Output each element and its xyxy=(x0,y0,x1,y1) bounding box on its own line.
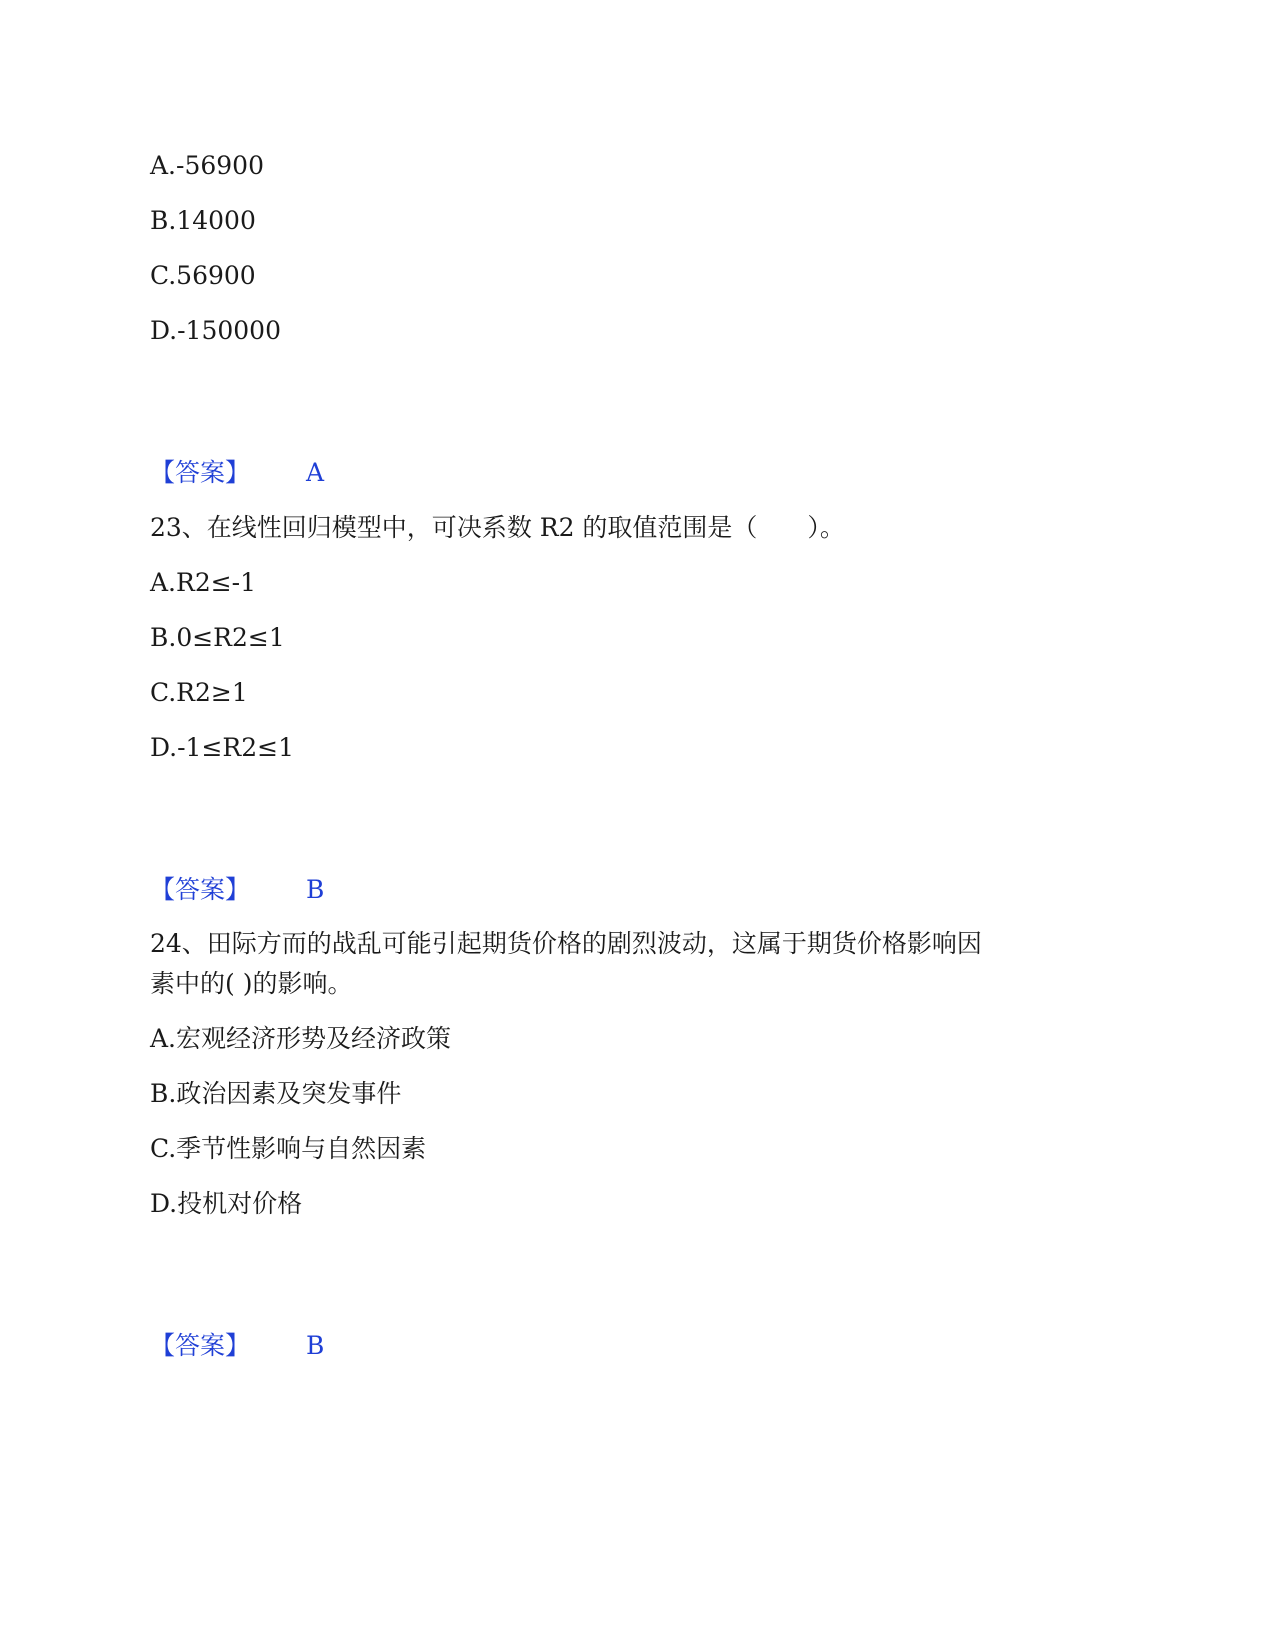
q24-option-a: A.宏观经济形势及经济政策 xyxy=(150,1024,452,1053)
q23-answer-value: B xyxy=(306,875,325,904)
q24-answer-label: 【答案】 xyxy=(150,1331,251,1360)
q22-option-c: C.56900 xyxy=(150,261,256,290)
q24-option-c: C.季节性影响与自然因素 xyxy=(150,1134,427,1163)
q22-answer-label: 【答案】 xyxy=(150,458,251,487)
q22-option-d: D.-150000 xyxy=(150,316,281,345)
q24-answer-value: B xyxy=(306,1331,325,1360)
q24-answer xyxy=(150,1330,324,1362)
q23-option-a: A.R2≤-1 xyxy=(150,568,257,597)
q24-option-d: D.投机对价格 xyxy=(150,1189,303,1218)
q24-option-b: B.政治因素及突发事件 xyxy=(150,1079,402,1108)
q22-option-b: B.14000 xyxy=(150,206,256,235)
q22-answer xyxy=(150,457,324,489)
q24-stem-line2: 素中的( )的影响。 xyxy=(150,969,353,998)
q22-answer-value: A xyxy=(306,458,325,487)
q23-answer xyxy=(150,874,324,906)
q23-option-d: D.-1≤R2≤1 xyxy=(150,733,294,762)
q23-stem: 23、在线性回归模型中，可决系数 R2 的取值范围是（ ）。 xyxy=(150,513,845,542)
q23-option-b: B.0≤R2≤1 xyxy=(150,623,285,652)
q23-answer-label: 【答案】 xyxy=(150,875,251,904)
q23-option-c: C.R2≥1 xyxy=(150,678,248,707)
q22-option-a: A.-56900 xyxy=(150,151,264,180)
q24-stem-line1: 24、田际方而的战乱可能引起期货价格的剧烈波动，这属于期货价格影响因 xyxy=(150,929,982,958)
